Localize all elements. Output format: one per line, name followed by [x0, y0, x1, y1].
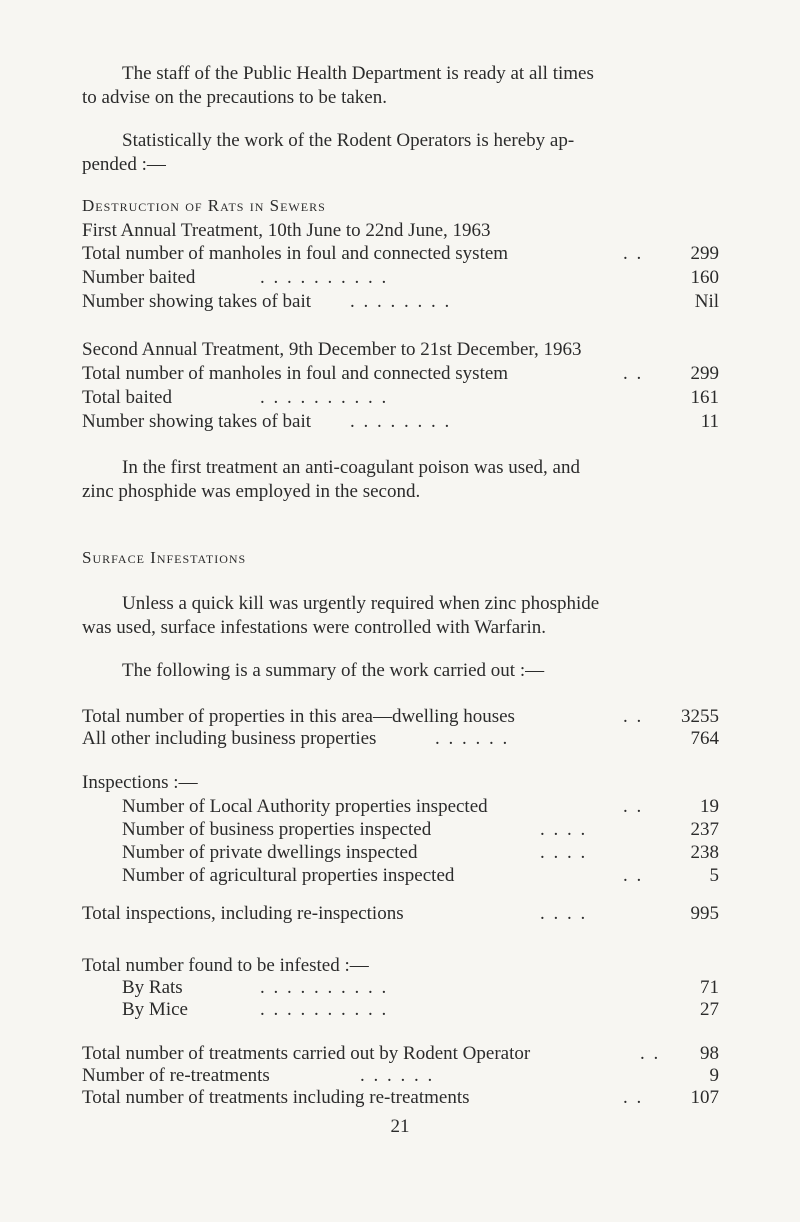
- surface-heading: Surface Infestations: [82, 548, 247, 567]
- row-label: Total baited: [82, 387, 172, 408]
- row-label: Total number of manholes in foul and connected system: [82, 243, 509, 264]
- sewers-heading: Destruction of Rats in Sewers: [82, 196, 326, 215]
- leader-dots: . .: [623, 865, 644, 886]
- row-value: 27: [700, 999, 719, 1020]
- first-treatment-title: First Annual Treatment, 10th June to 22nd June, 1963: [82, 220, 491, 241]
- intro-line-1: The staff of the Public Health Department is ready at all times: [122, 63, 594, 84]
- leader-dots: . . . . . . . . . .: [260, 267, 389, 288]
- row-label: Number of re-treatments: [82, 1065, 270, 1086]
- intro-line-4: pended :—: [82, 154, 166, 175]
- page-number: 21: [390, 1116, 410, 1137]
- row-value: 9: [709, 1065, 719, 1086]
- leader-dots: . . . . . . . . . .: [260, 999, 389, 1020]
- leader-dots: . . . . . . . .: [350, 411, 452, 432]
- leader-dots: . . . .: [540, 819, 588, 840]
- row-label: Number of private dwellings inspected: [122, 842, 418, 863]
- row-value: 71: [700, 977, 719, 998]
- infested-label: Total number found to be infested :—: [82, 955, 369, 976]
- row-value: 764: [690, 728, 719, 749]
- sewers-note-line-2: zinc phosphide was employed in the second.: [82, 481, 421, 502]
- row-label: All other including business properties: [82, 728, 377, 749]
- row-value: 161: [690, 387, 719, 408]
- row-label: Total number of properties in this area—dwelling houses: [82, 706, 515, 727]
- row-value: 299: [690, 363, 719, 384]
- leader-dots: . . . . . . . . . .: [260, 977, 389, 998]
- row-label: By Rats: [122, 977, 183, 998]
- leader-dots: . .: [623, 796, 644, 817]
- surface-p2: The following is a summary of the work carried out :—: [122, 660, 545, 681]
- leader-dots: . . . . . .: [360, 1065, 435, 1086]
- intro-line-2: to advise on the precautions to be taken.: [82, 87, 387, 108]
- row-value: 11: [700, 411, 719, 432]
- leader-dots: . .: [623, 243, 644, 264]
- second-treatment-title: Second Annual Treatment, 9th December to 21st December, 1963: [82, 339, 582, 360]
- row-label: Total number of treatments carried out by Rodent Operator: [82, 1043, 531, 1064]
- row-label: Total inspections, including re-inspections: [82, 903, 404, 924]
- row-value: 160: [690, 267, 719, 288]
- row-value: 995: [690, 903, 719, 924]
- row-label: Total number of treatments including re-treatments: [82, 1087, 470, 1108]
- leader-dots: . . . .: [540, 903, 588, 924]
- row-label: Number of agricultural properties inspected: [122, 865, 455, 886]
- row-label: Number showing takes of bait: [82, 411, 312, 432]
- row-label: Number showing takes of bait: [82, 291, 312, 312]
- surface-p1-line-1: Unless a quick kill was urgently required when zinc phosphide: [122, 593, 600, 614]
- row-value: 98: [700, 1043, 719, 1064]
- intro-line-3: Statistically the work of the Rodent Operators is hereby ap-: [122, 130, 575, 151]
- row-label: Number of Local Authority properties inspected: [122, 796, 488, 817]
- leader-dots: . .: [623, 1087, 644, 1108]
- leader-dots: . .: [623, 706, 644, 727]
- row-value: 19: [700, 796, 719, 817]
- surface-p1-line-2: was used, surface infestations were controlled with Warfarin.: [82, 617, 546, 638]
- row-value: 237: [690, 819, 719, 840]
- leader-dots: . . . . . . . . . .: [260, 387, 389, 408]
- leader-dots: . . . . . . . .: [350, 291, 452, 312]
- row-label: By Mice: [122, 999, 188, 1020]
- row-label: Total number of manholes in foul and connected system: [82, 363, 509, 384]
- inspections-label: Inspections :—: [82, 772, 198, 793]
- row-value: 107: [690, 1087, 719, 1108]
- leader-dots: . .: [623, 363, 644, 384]
- row-value: 238: [690, 842, 719, 863]
- leader-dots: . . . . . .: [435, 728, 510, 749]
- row-label: Number of business properties inspected: [122, 819, 432, 840]
- row-value: Nil: [694, 291, 719, 312]
- row-value: 5: [709, 865, 719, 886]
- row-label: Number baited: [82, 267, 196, 288]
- row-value: 299: [690, 243, 719, 264]
- leader-dots: . .: [640, 1043, 661, 1064]
- row-value: 3255: [681, 706, 719, 727]
- sewers-note-line-1: In the first treatment an anti-coagulant poison was used, and: [122, 457, 580, 478]
- leader-dots: . . . .: [540, 842, 588, 863]
